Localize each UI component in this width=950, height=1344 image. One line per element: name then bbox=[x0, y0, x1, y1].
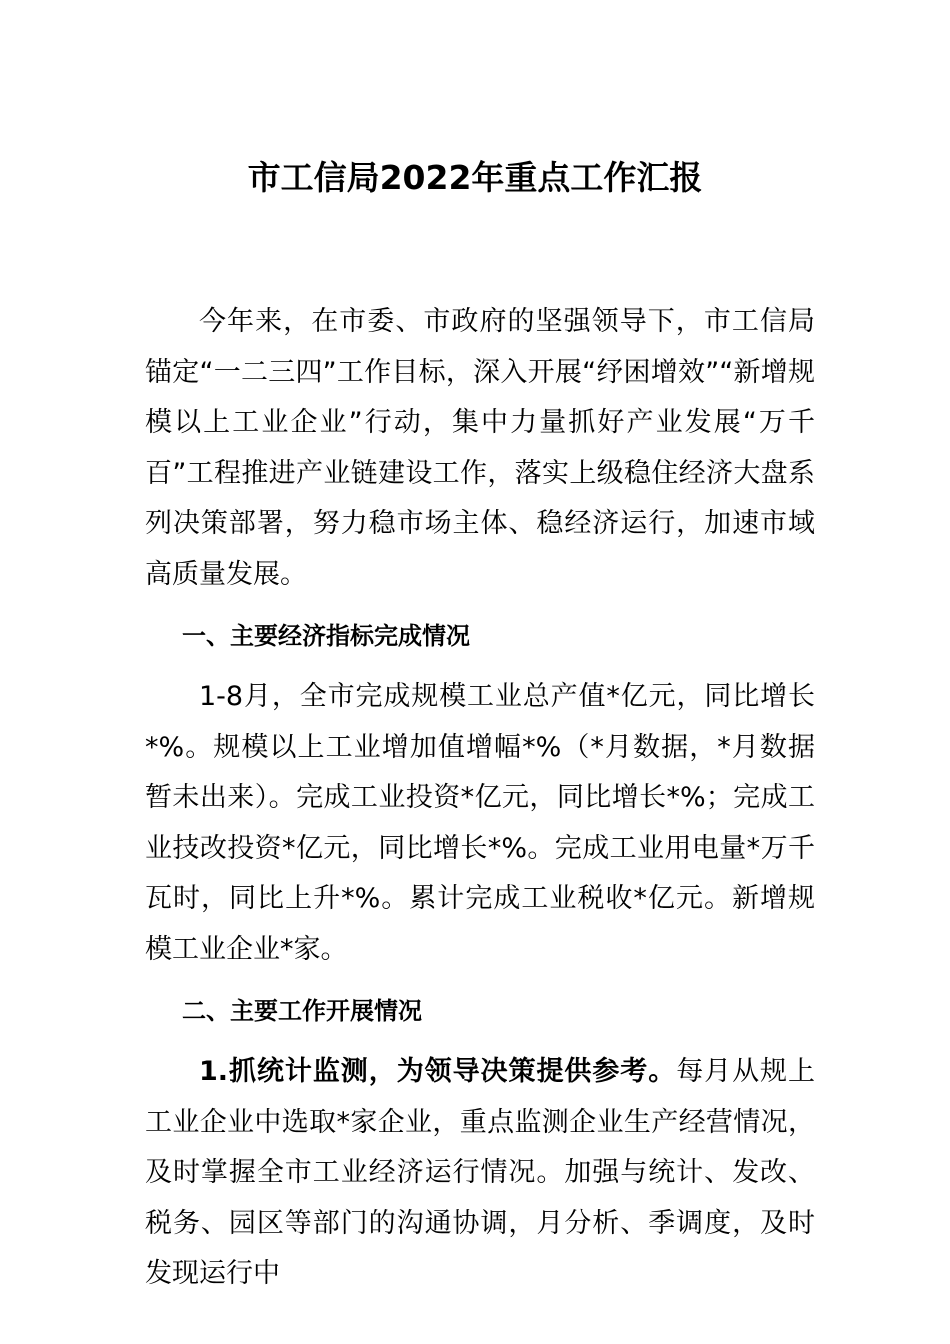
document-title: 市工信局2022年重点工作汇报 bbox=[247, 158, 703, 197]
section-heading-2: 二、主要工作开展情况 bbox=[182, 997, 422, 1025]
section1-paragraph: 1-8月，全市完成规模工业总产值*亿元，同比增长*%。规模以上工业增加值增幅*%（*月数据，*月数据暂未出来）。完成工业投资*亿元，同比增长*%；完成工业技改投资*亿元，同比增长*%。完成工业用电量*万千瓦时，同比上升*%。累计完成工业税收*亿元。新增规模工业企业*家。 bbox=[145, 681, 815, 965]
section-heading-1: 一、主要经济指标完成情况 bbox=[182, 622, 470, 650]
item1-lead: 1.抓统计监测，为领导决策提供参考。 bbox=[199, 1056, 677, 1087]
item1-text: 每月从规上工业企业中选取*家企业，重点监测企业生产经营情况，及时掌握全市工业经济运行情况。加强与统计、发改、税务、园区等部门的沟通协调，月分析、季调度，及时发现运行中 bbox=[145, 1056, 816, 1289]
document-body bbox=[145, 297, 815, 1300]
section2-item1-paragraph bbox=[145, 1047, 815, 1300]
intro-paragraph: 今年来，在市委、市政府的坚强领导下，市工信局锚定“一二三四”工作目标，深入开展“纾困增效”“新增规模以上工业企业”行动，集中力量抓好产业发展“万千百”工程推进产业链建设工作，落实上级稳住经济大盘系列决策部署，努力稳市场主体、稳经济运行，加速市域高质量发展。 bbox=[145, 306, 815, 590]
